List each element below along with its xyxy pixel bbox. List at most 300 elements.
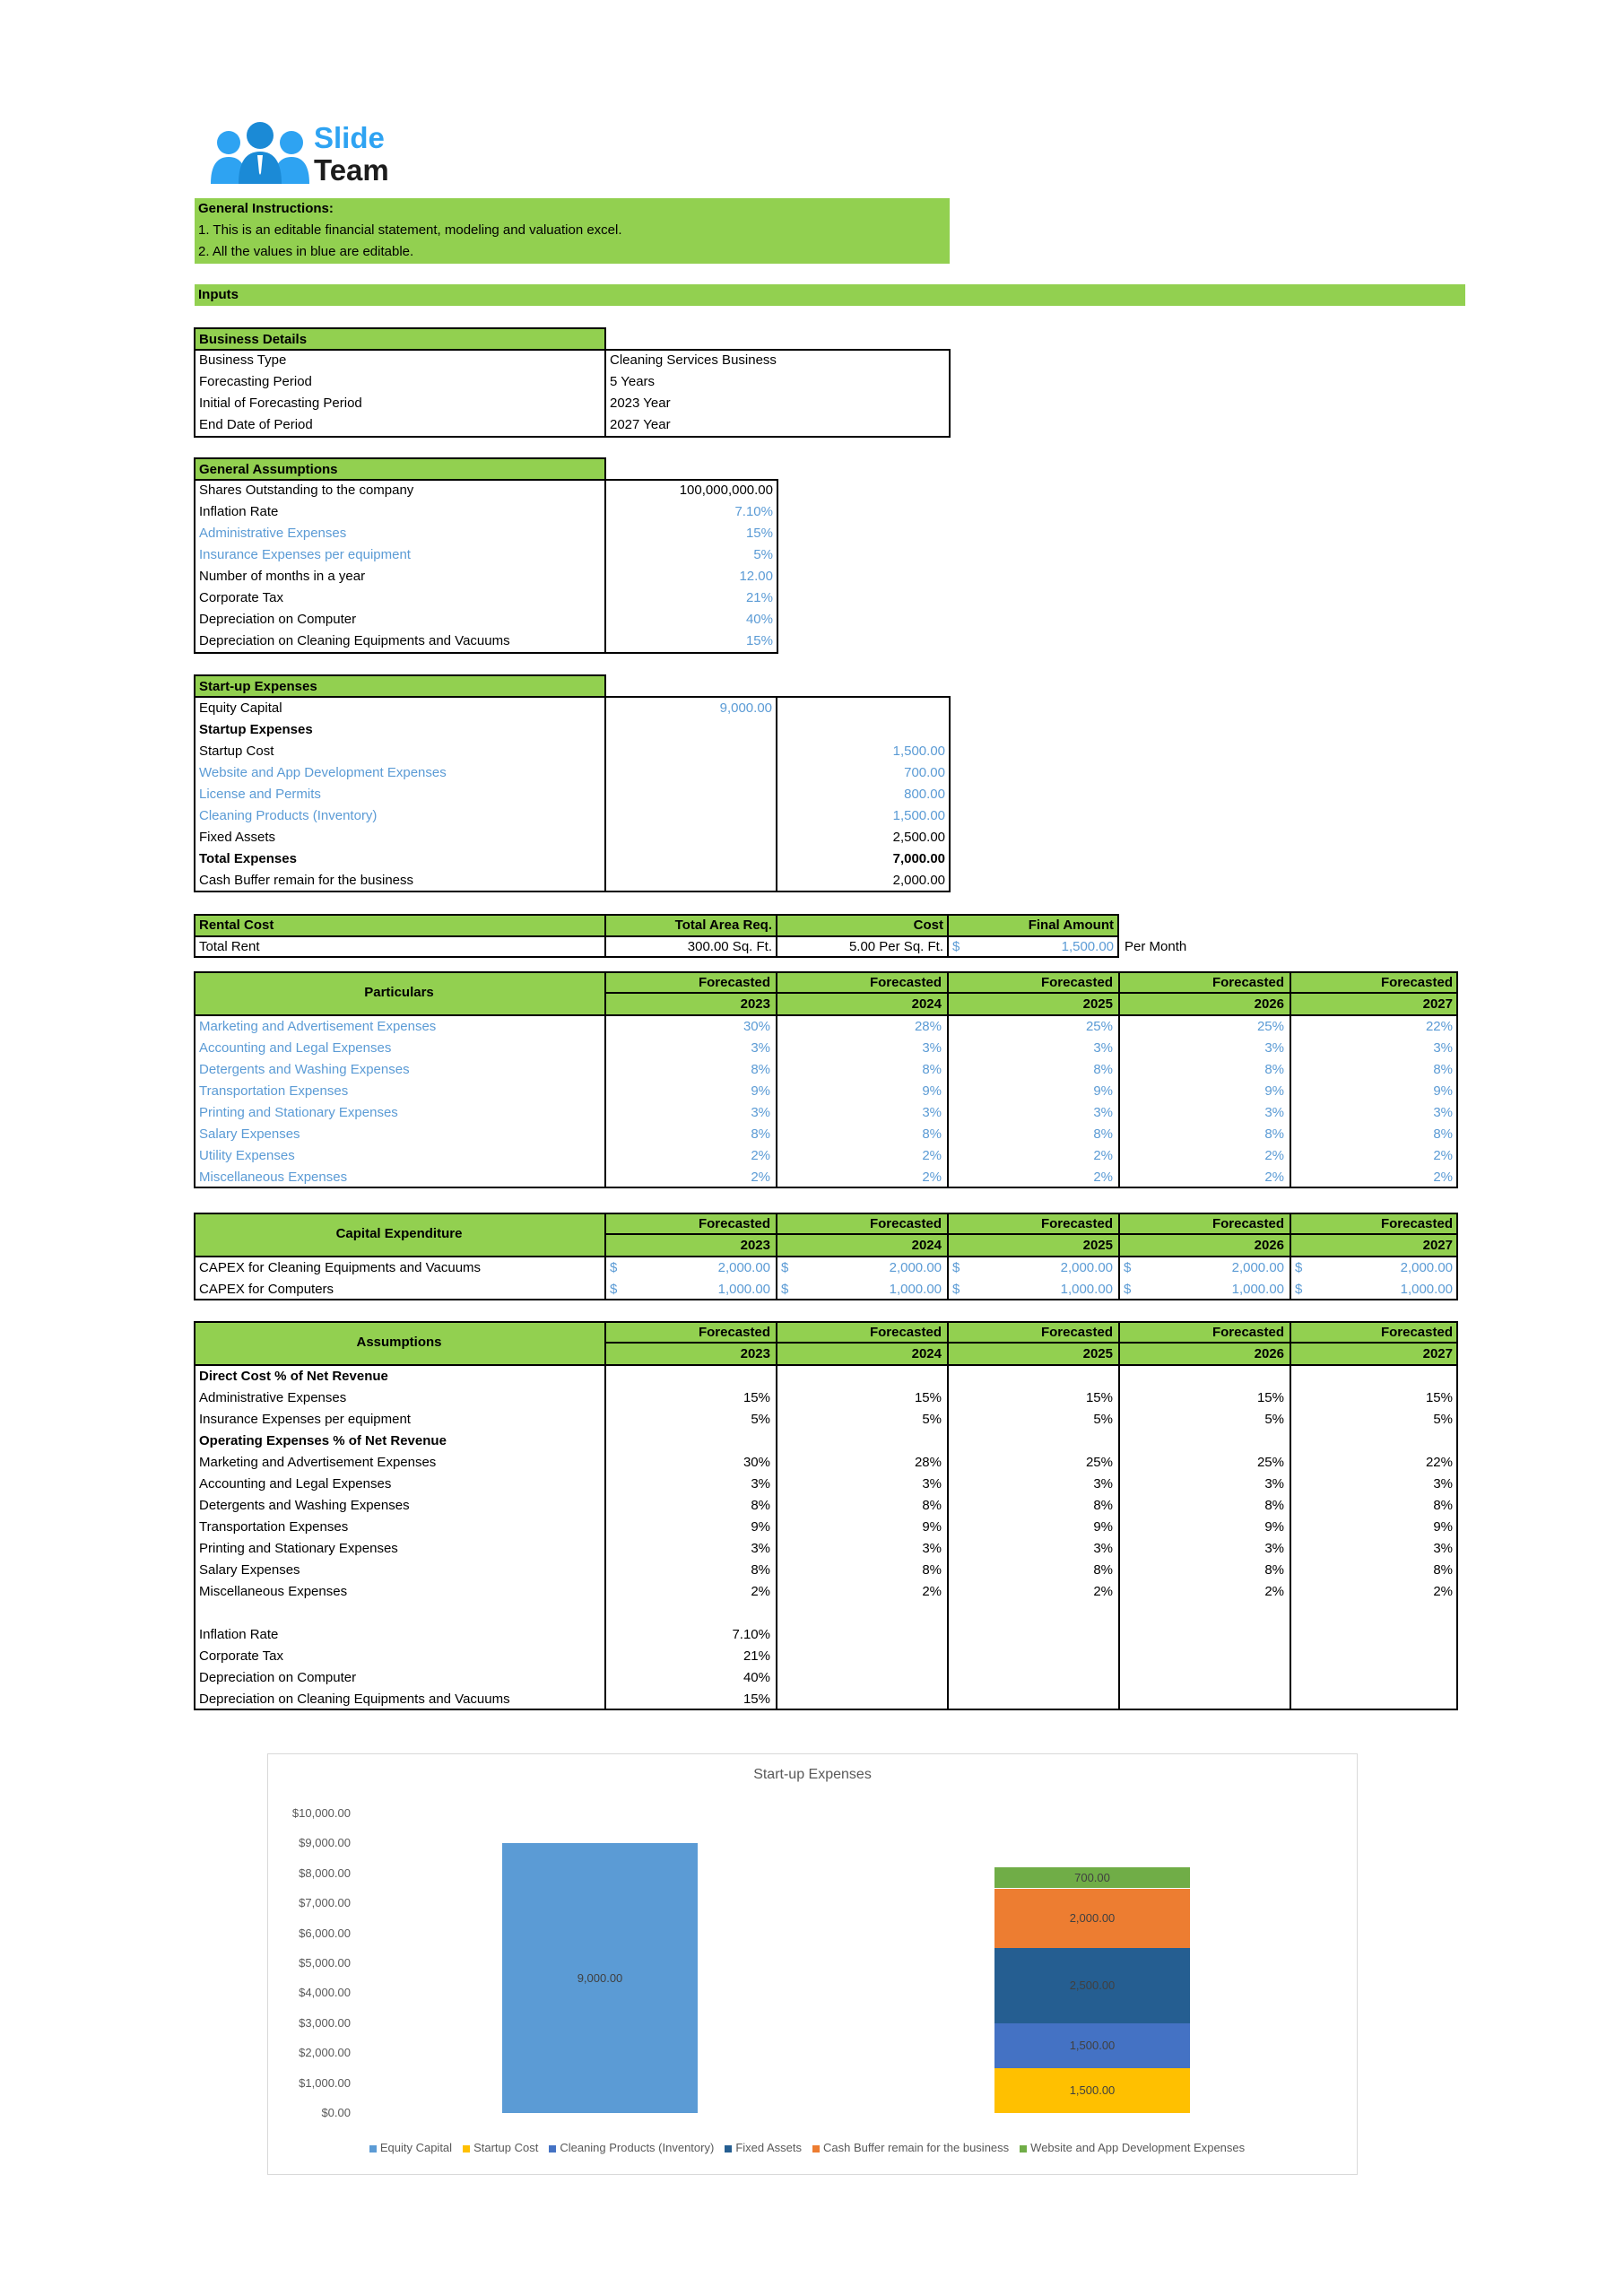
particular-value[interactable]: 3% bbox=[751, 1040, 770, 1056]
assumption-value bbox=[777, 1366, 945, 1387]
assumption-value: 3% bbox=[1433, 1541, 1453, 1556]
final-amount-value[interactable]: 1,500.00 bbox=[1061, 939, 1114, 954]
assumption-value: 3% bbox=[922, 1541, 942, 1556]
particular-label: Salary Expenses bbox=[199, 1126, 300, 1142]
particular-value[interactable]: 8% bbox=[922, 1126, 942, 1142]
currency-symbol: $ bbox=[1295, 1282, 1303, 1297]
assumption-value bbox=[949, 1366, 1116, 1387]
currency-symbol: $ bbox=[1124, 1260, 1132, 1275]
forecasted-header: Forecasted bbox=[1040, 1216, 1113, 1231]
particular-label: Accounting and Legal Expenses bbox=[199, 1040, 392, 1056]
y-tick-label: $8,000.00 bbox=[299, 1866, 351, 1880]
particular-value[interactable]: 2% bbox=[751, 1170, 770, 1185]
particular-value[interactable]: 25% bbox=[1085, 1019, 1113, 1034]
general-assumption-label: Number of months in a year bbox=[199, 569, 366, 584]
general-assumption-value[interactable]: 15% bbox=[745, 526, 773, 541]
bar-segment bbox=[994, 1889, 1190, 1949]
bar-data-label: 2,000.00 bbox=[1069, 1910, 1116, 1925]
legend-swatch bbox=[812, 2145, 820, 2152]
assumption-value: 8% bbox=[922, 1562, 942, 1578]
currency-symbol: $ bbox=[610, 1260, 618, 1275]
assumption-label: Accounting and Legal Expenses bbox=[199, 1476, 392, 1492]
general-assumption-value[interactable]: 12.00 bbox=[739, 569, 773, 584]
assumption-value bbox=[606, 1366, 774, 1387]
startup-expense-label: Website and App Development Expenses bbox=[199, 765, 447, 780]
assumption-value bbox=[1120, 1624, 1288, 1646]
startup-expense-value[interactable]: 1,500.00 bbox=[892, 744, 945, 759]
business-details-title: Business Details bbox=[199, 332, 308, 347]
startup-expenses-chart bbox=[267, 1753, 1358, 2175]
legend-item bbox=[463, 2141, 538, 2154]
currency-symbol: $ bbox=[952, 1260, 960, 1275]
assumption-value: 3% bbox=[1264, 1476, 1284, 1492]
assumption-value: 15% bbox=[914, 1390, 942, 1405]
particular-label: Printing and Stationary Expenses bbox=[199, 1105, 398, 1120]
general-assumption-value: 100,000,000.00 bbox=[679, 483, 773, 498]
assumption-value: 15% bbox=[743, 1692, 770, 1707]
assumption-value: 9% bbox=[1093, 1519, 1113, 1535]
assumption-value bbox=[949, 1646, 1116, 1667]
legend-swatch bbox=[463, 2145, 470, 2152]
assumption-value bbox=[949, 1667, 1116, 1689]
general-assumption-label: Insurance Expenses per equipment bbox=[199, 547, 411, 562]
assumption-value bbox=[1120, 1431, 1288, 1452]
assumption-value: 7.10% bbox=[732, 1627, 770, 1642]
people-logo-icon bbox=[209, 119, 312, 187]
assumption-value bbox=[1291, 1366, 1456, 1387]
business-detail-value: 5 Years bbox=[610, 374, 656, 389]
assumption-value: 28% bbox=[914, 1455, 942, 1470]
per-month-label: Per Month bbox=[1125, 939, 1187, 954]
particular-value[interactable]: 2% bbox=[751, 1148, 770, 1163]
assumption-value: 21% bbox=[743, 1648, 770, 1664]
particular-value[interactable]: 3% bbox=[922, 1105, 942, 1120]
capex-value[interactable]: 2,000.00 bbox=[889, 1260, 942, 1275]
legend-label: Fixed Assets bbox=[735, 2141, 803, 2154]
assumption-value bbox=[949, 1603, 1116, 1624]
startup-expense-label: Total Expenses bbox=[199, 851, 297, 866]
instructions-title: General Instructions: bbox=[198, 201, 334, 216]
general-assumption-value[interactable]: 5% bbox=[753, 547, 773, 562]
assumption-value: 3% bbox=[922, 1476, 942, 1492]
assumption-label: Operating Expenses % of Net Revenue bbox=[199, 1433, 447, 1448]
general-assumption-value[interactable]: 7.10% bbox=[734, 504, 773, 519]
assumption-value bbox=[949, 1624, 1116, 1646]
general-assumption-label: Depreciation on Cleaning Equipments and Vacuums bbox=[199, 633, 510, 648]
y-tick-label: $1,000.00 bbox=[299, 2075, 351, 2090]
assumption-value bbox=[1291, 1603, 1456, 1624]
general-assumptions-title: General Assumptions bbox=[199, 462, 338, 477]
particular-value[interactable]: 8% bbox=[1093, 1062, 1113, 1077]
forecasted-header: Forecasted bbox=[1380, 1325, 1453, 1340]
assumption-value: 9% bbox=[922, 1519, 942, 1535]
currency-symbol: $ bbox=[952, 939, 960, 954]
startup-expenses-subheader: Startup Expenses bbox=[199, 722, 313, 737]
currency-symbol: $ bbox=[1295, 1260, 1303, 1275]
assumption-label: Detergents and Washing Expenses bbox=[199, 1498, 410, 1513]
startup-expense-label: Fixed Assets bbox=[199, 830, 276, 845]
year-header: 2023 bbox=[740, 996, 770, 1012]
business-detail-label: Initial of Forecasting Period bbox=[199, 396, 362, 411]
assumption-value: 9% bbox=[751, 1519, 770, 1535]
assumption-value: 3% bbox=[1093, 1541, 1113, 1556]
assumption-value: 22% bbox=[1425, 1455, 1453, 1470]
logo-word-slide: Slide bbox=[314, 121, 385, 154]
year-header: 2027 bbox=[1422, 996, 1453, 1012]
legend-label: Cash Buffer remain for the business bbox=[823, 2141, 1010, 2154]
capex-value[interactable]: 1,000.00 bbox=[889, 1282, 942, 1297]
assumption-value bbox=[1291, 1646, 1456, 1667]
capex-value[interactable]: 2,000.00 bbox=[1231, 1260, 1284, 1275]
assumption-value: 15% bbox=[743, 1390, 770, 1405]
bar-data-label: 1,500.00 bbox=[1069, 2083, 1116, 2097]
particular-value[interactable]: 9% bbox=[1433, 1083, 1453, 1099]
currency-symbol: $ bbox=[1124, 1282, 1132, 1297]
startup-expense-value[interactable]: 800.00 bbox=[904, 787, 945, 802]
slideteam-logo bbox=[209, 119, 406, 189]
general-assumption-label: Administrative Expenses bbox=[199, 526, 347, 541]
y-tick-label: $2,000.00 bbox=[299, 2046, 351, 2060]
assumption-value: 8% bbox=[922, 1498, 942, 1513]
capex-value[interactable]: 1,000.00 bbox=[1060, 1282, 1113, 1297]
bar-data-label: 700.00 bbox=[1074, 1870, 1110, 1884]
forecasted-header: Forecasted bbox=[1211, 975, 1284, 990]
assumption-value bbox=[777, 1667, 945, 1689]
assumption-value: 9% bbox=[1433, 1519, 1453, 1535]
currency-symbol: $ bbox=[952, 1282, 960, 1297]
startup-expense-value: 2,000.00 bbox=[892, 873, 945, 888]
assumption-value: 3% bbox=[1264, 1541, 1284, 1556]
general-assumption-label: Depreciation on Computer bbox=[199, 612, 357, 627]
inputs-label: Inputs bbox=[198, 287, 239, 302]
assumption-value: 5% bbox=[1093, 1412, 1113, 1427]
assumption-value: 9% bbox=[1264, 1519, 1284, 1535]
particular-label: Utility Expenses bbox=[199, 1148, 295, 1163]
inputs-bar bbox=[195, 284, 1465, 306]
bar-segment bbox=[994, 1948, 1190, 2023]
forecast-table-title: Particulars bbox=[364, 985, 434, 1000]
forecasted-header: Forecasted bbox=[1211, 1325, 1284, 1340]
forecasted-header: Forecasted bbox=[869, 1325, 942, 1340]
forecast-table-title: Assumptions bbox=[356, 1335, 442, 1350]
currency-symbol: $ bbox=[781, 1260, 789, 1275]
assumption-value bbox=[949, 1431, 1116, 1452]
particular-value[interactable]: 8% bbox=[1093, 1126, 1113, 1142]
assumption-label: Depreciation on Computer bbox=[199, 1670, 357, 1685]
assumption-value: 25% bbox=[1256, 1455, 1284, 1470]
legend-swatch bbox=[725, 2145, 732, 2152]
assumption-value bbox=[606, 1603, 774, 1624]
legend-item bbox=[369, 2141, 452, 2154]
general-assumption-label: Corporate Tax bbox=[199, 590, 283, 605]
forecast-table-title: Capital Expenditure bbox=[335, 1226, 463, 1241]
assumption-value: 2% bbox=[1264, 1584, 1284, 1599]
y-tick-label: $7,000.00 bbox=[299, 1896, 351, 1910]
general-assumption-label: Inflation Rate bbox=[199, 504, 279, 519]
year-header: 2027 bbox=[1422, 1238, 1453, 1253]
bar-data-label: 1,500.00 bbox=[1069, 2038, 1116, 2052]
particular-value[interactable]: 25% bbox=[1256, 1019, 1284, 1034]
startup-expense-value[interactable]: 700.00 bbox=[904, 765, 945, 780]
logo-word-team: Team bbox=[314, 153, 389, 187]
assumption-value: 5% bbox=[1264, 1412, 1284, 1427]
legend-swatch bbox=[1020, 2145, 1027, 2152]
forecasted-header: Forecasted bbox=[698, 1216, 770, 1231]
assumption-label: Inflation Rate bbox=[199, 1627, 279, 1642]
general-assumption-value[interactable]: 15% bbox=[745, 633, 773, 648]
legend-label: Website and App Development Expenses bbox=[1030, 2141, 1246, 2154]
business-detail-value: Cleaning Services Business bbox=[610, 352, 777, 368]
capex-label: CAPEX for Cleaning Equipments and Vacuums bbox=[199, 1260, 482, 1275]
business-details-header bbox=[194, 327, 606, 351]
forecasted-header: Forecasted bbox=[1211, 1216, 1284, 1231]
assumption-value: 5% bbox=[922, 1412, 942, 1427]
assumption-value bbox=[1120, 1603, 1288, 1624]
particular-value[interactable]: 3% bbox=[751, 1105, 770, 1120]
assumption-value bbox=[1291, 1689, 1456, 1710]
startup-expense-label: License and Permits bbox=[199, 787, 321, 802]
capex-value[interactable]: 1,000.00 bbox=[717, 1282, 770, 1297]
legend-item bbox=[725, 2141, 802, 2154]
particular-value[interactable]: 8% bbox=[751, 1126, 770, 1142]
business-detail-label: End Date of Period bbox=[199, 417, 313, 432]
forecasted-header: Forecasted bbox=[698, 1325, 770, 1340]
particular-value[interactable]: 3% bbox=[1433, 1040, 1453, 1056]
particular-value[interactable]: 8% bbox=[1264, 1126, 1284, 1142]
instructions-line: 2. All the values in blue are editable. bbox=[198, 244, 414, 259]
startup-expense-label: Startup Cost bbox=[199, 744, 274, 759]
particular-label: Miscellaneous Expenses bbox=[199, 1170, 348, 1185]
assumption-value: 8% bbox=[1093, 1498, 1113, 1513]
bar-segment bbox=[994, 2068, 1190, 2113]
forecasted-header: Forecasted bbox=[1040, 1325, 1113, 1340]
bar-data-label: 2,500.00 bbox=[1069, 1979, 1116, 1993]
particular-value[interactable]: 30% bbox=[743, 1019, 770, 1034]
assumption-value bbox=[1291, 1667, 1456, 1689]
final-amount-header: Final Amount bbox=[1028, 918, 1114, 933]
particular-value[interactable]: 2% bbox=[1433, 1148, 1453, 1163]
year-header: 2023 bbox=[740, 1238, 770, 1253]
forecasted-header: Forecasted bbox=[1380, 1216, 1453, 1231]
bar-data-label: 9,000.00 bbox=[577, 1970, 623, 1985]
assumption-value bbox=[1120, 1667, 1288, 1689]
particular-value[interactable]: 3% bbox=[1093, 1105, 1113, 1120]
assumption-value: 8% bbox=[751, 1498, 770, 1513]
assumption-value bbox=[1291, 1624, 1456, 1646]
particular-value[interactable]: 2% bbox=[1093, 1148, 1113, 1163]
assumption-value bbox=[777, 1689, 945, 1710]
business-detail-value: 2023 Year bbox=[610, 396, 671, 411]
forecasted-header: Forecasted bbox=[869, 975, 942, 990]
assumption-label: Administrative Expenses bbox=[199, 1390, 347, 1405]
assumption-value: 8% bbox=[1433, 1498, 1453, 1513]
assumption-value: 8% bbox=[1264, 1562, 1284, 1578]
assumption-value: 5% bbox=[1433, 1412, 1453, 1427]
assumption-value bbox=[606, 1431, 774, 1452]
assumption-value: 2% bbox=[1093, 1584, 1113, 1599]
year-header: 2023 bbox=[740, 1346, 770, 1361]
total-rent-label: Total Rent bbox=[199, 939, 260, 954]
assumption-value: 15% bbox=[1425, 1390, 1453, 1405]
assumption-label: Miscellaneous Expenses bbox=[199, 1584, 348, 1599]
forecasted-header: Forecasted bbox=[1040, 975, 1113, 990]
particular-label: Marketing and Advertisement Expenses bbox=[199, 1019, 437, 1034]
assumption-label: Printing and Stationary Expenses bbox=[199, 1541, 398, 1556]
particular-value[interactable]: 3% bbox=[1433, 1105, 1453, 1120]
bar-segment bbox=[994, 2023, 1190, 2068]
chart-title: Start-up Expenses bbox=[753, 1767, 872, 1782]
year-header: 2024 bbox=[911, 1346, 942, 1361]
year-header: 2024 bbox=[911, 1238, 942, 1253]
assumption-value: 40% bbox=[743, 1670, 770, 1685]
assumption-value: 2% bbox=[751, 1584, 770, 1599]
assumption-value: 2% bbox=[922, 1584, 942, 1599]
legend-label: Startup Cost bbox=[473, 2141, 539, 2154]
particular-value[interactable]: 9% bbox=[922, 1083, 942, 1099]
forecasted-header: Forecasted bbox=[869, 1216, 942, 1231]
assumption-value bbox=[1291, 1431, 1456, 1452]
assumption-label: Marketing and Advertisement Expenses bbox=[199, 1455, 437, 1470]
currency-symbol: $ bbox=[781, 1282, 789, 1297]
equity-capital-label: Equity Capital bbox=[199, 700, 282, 716]
assumption-value: 3% bbox=[751, 1541, 770, 1556]
year-header: 2025 bbox=[1082, 1238, 1113, 1253]
particular-value[interactable]: 2% bbox=[1433, 1170, 1453, 1185]
legend-item bbox=[812, 2141, 1009, 2154]
capex-label: CAPEX for Computers bbox=[199, 1282, 334, 1297]
particular-value[interactable]: 3% bbox=[1264, 1105, 1284, 1120]
legend-item bbox=[1020, 2141, 1245, 2154]
business-detail-value: 2027 Year bbox=[610, 417, 671, 432]
assumption-value: 30% bbox=[743, 1455, 770, 1470]
particular-value[interactable]: 2% bbox=[922, 1148, 942, 1163]
forecasted-header: Forecasted bbox=[698, 975, 770, 990]
bar-segment bbox=[994, 1867, 1190, 1888]
currency-symbol: $ bbox=[610, 1282, 618, 1297]
general-assumption-value[interactable]: 40% bbox=[745, 612, 773, 627]
startup-expense-label: Cleaning Products (Inventory) bbox=[199, 808, 378, 823]
assumption-value bbox=[1120, 1366, 1288, 1387]
general-assumptions-header bbox=[194, 457, 606, 481]
assumption-label: Insurance Expenses per equipment bbox=[199, 1412, 411, 1427]
particular-value[interactable]: 8% bbox=[1264, 1062, 1284, 1077]
year-header: 2027 bbox=[1422, 1346, 1453, 1361]
particular-value[interactable]: 8% bbox=[1433, 1126, 1453, 1142]
assumption-value: 3% bbox=[1433, 1476, 1453, 1492]
total-area-value: 300.00 Sq. Ft. bbox=[687, 939, 772, 954]
capex-value[interactable]: 1,000.00 bbox=[1400, 1282, 1453, 1297]
assumption-label: Corporate Tax bbox=[199, 1648, 283, 1664]
capex-value[interactable]: 2,000.00 bbox=[1400, 1260, 1453, 1275]
assumption-value: 3% bbox=[751, 1476, 770, 1492]
assumption-value bbox=[777, 1603, 945, 1624]
assumption-value: 15% bbox=[1085, 1390, 1113, 1405]
business-detail-label: Forecasting Period bbox=[199, 374, 312, 389]
particular-label: Detergents and Washing Expenses bbox=[199, 1062, 410, 1077]
instructions-line: 1. This is an editable financial statement, modeling and valuation excel. bbox=[198, 222, 622, 238]
y-tick-label: $10,000.00 bbox=[291, 1806, 351, 1820]
assumption-value: 8% bbox=[1264, 1498, 1284, 1513]
assumption-label: Depreciation on Cleaning Equipments and Vacuums bbox=[199, 1692, 510, 1707]
particular-value[interactable]: 8% bbox=[1433, 1062, 1453, 1077]
startup-expenses-title: Start-up Expenses bbox=[199, 679, 317, 694]
particular-value[interactable]: 28% bbox=[914, 1019, 942, 1034]
general-instructions bbox=[195, 198, 950, 264]
rental-cost-title: Rental Cost bbox=[199, 918, 274, 933]
general-assumption-label: Shares Outstanding to the company bbox=[199, 483, 414, 498]
assumption-value: 3% bbox=[1093, 1476, 1113, 1492]
assumption-value bbox=[777, 1431, 945, 1452]
assumption-value: 8% bbox=[751, 1562, 770, 1578]
year-header: 2025 bbox=[1082, 996, 1113, 1012]
y-tick-label: $5,000.00 bbox=[299, 1956, 351, 1970]
legend-swatch bbox=[369, 2145, 377, 2152]
legend-swatch bbox=[549, 2145, 556, 2152]
particular-value[interactable]: 8% bbox=[751, 1062, 770, 1077]
particular-value[interactable]: 8% bbox=[922, 1062, 942, 1077]
total-area-header: Total Area Req. bbox=[674, 918, 772, 933]
y-tick-label: $4,000.00 bbox=[299, 1986, 351, 2000]
assumption-label: Salary Expenses bbox=[199, 1562, 300, 1578]
legend-label: Cleaning Products (Inventory) bbox=[560, 2141, 715, 2154]
assumption-value bbox=[949, 1689, 1116, 1710]
particular-value[interactable]: 2% bbox=[1264, 1148, 1284, 1163]
particular-value[interactable]: 3% bbox=[1093, 1040, 1113, 1056]
particular-value[interactable]: 2% bbox=[922, 1170, 942, 1185]
startup-expense-value[interactable]: 1,500.00 bbox=[892, 808, 945, 823]
year-header: 2024 bbox=[911, 996, 942, 1012]
assumption-value: 8% bbox=[1433, 1562, 1453, 1578]
legend-item bbox=[549, 2141, 714, 2154]
startup-expenses-header bbox=[194, 674, 606, 698]
startup-expense-label: Cash Buffer remain for the business bbox=[199, 873, 414, 888]
assumption-value bbox=[777, 1646, 945, 1667]
year-header: 2026 bbox=[1254, 1346, 1284, 1361]
y-tick-label: $9,000.00 bbox=[299, 1836, 351, 1850]
capex-value[interactable]: 1,000.00 bbox=[1231, 1282, 1284, 1297]
capex-value[interactable]: 2,000.00 bbox=[1060, 1260, 1113, 1275]
legend-label: Equity Capital bbox=[379, 2141, 453, 2154]
assumption-value: 15% bbox=[1256, 1390, 1284, 1405]
particular-value[interactable]: 3% bbox=[922, 1040, 942, 1056]
assumption-value bbox=[777, 1624, 945, 1646]
capex-value[interactable]: 2,000.00 bbox=[717, 1260, 770, 1275]
y-tick-label: $6,000.00 bbox=[299, 1926, 351, 1940]
assumption-label: Direct Cost % of Net Revenue bbox=[199, 1369, 388, 1384]
particular-value[interactable]: 2% bbox=[1093, 1170, 1113, 1185]
assumption-value bbox=[1120, 1646, 1288, 1667]
equity-capital-value[interactable]: 9,000.00 bbox=[719, 700, 772, 716]
assumption-value: 2% bbox=[1433, 1584, 1453, 1599]
bar-segment bbox=[502, 1843, 698, 2113]
assumption-value: 25% bbox=[1085, 1455, 1113, 1470]
y-tick-label: $0.00 bbox=[321, 2106, 351, 2119]
startup-expense-value: 2,500.00 bbox=[892, 830, 945, 845]
particular-value[interactable]: 9% bbox=[1093, 1083, 1113, 1099]
year-header: 2026 bbox=[1254, 1238, 1284, 1253]
assumption-label: Transportation Expenses bbox=[199, 1519, 349, 1535]
particular-value[interactable]: 3% bbox=[1264, 1040, 1284, 1056]
general-assumption-value[interactable]: 21% bbox=[745, 590, 773, 605]
particular-value[interactable]: 22% bbox=[1425, 1019, 1453, 1034]
particular-label: Transportation Expenses bbox=[199, 1083, 349, 1099]
assumption-label bbox=[195, 1603, 603, 1624]
year-header: 2025 bbox=[1082, 1346, 1113, 1361]
year-header: 2026 bbox=[1254, 996, 1284, 1012]
particular-value[interactable]: 2% bbox=[1264, 1170, 1284, 1185]
particular-value[interactable]: 9% bbox=[1264, 1083, 1284, 1099]
particular-value[interactable]: 9% bbox=[751, 1083, 770, 1099]
